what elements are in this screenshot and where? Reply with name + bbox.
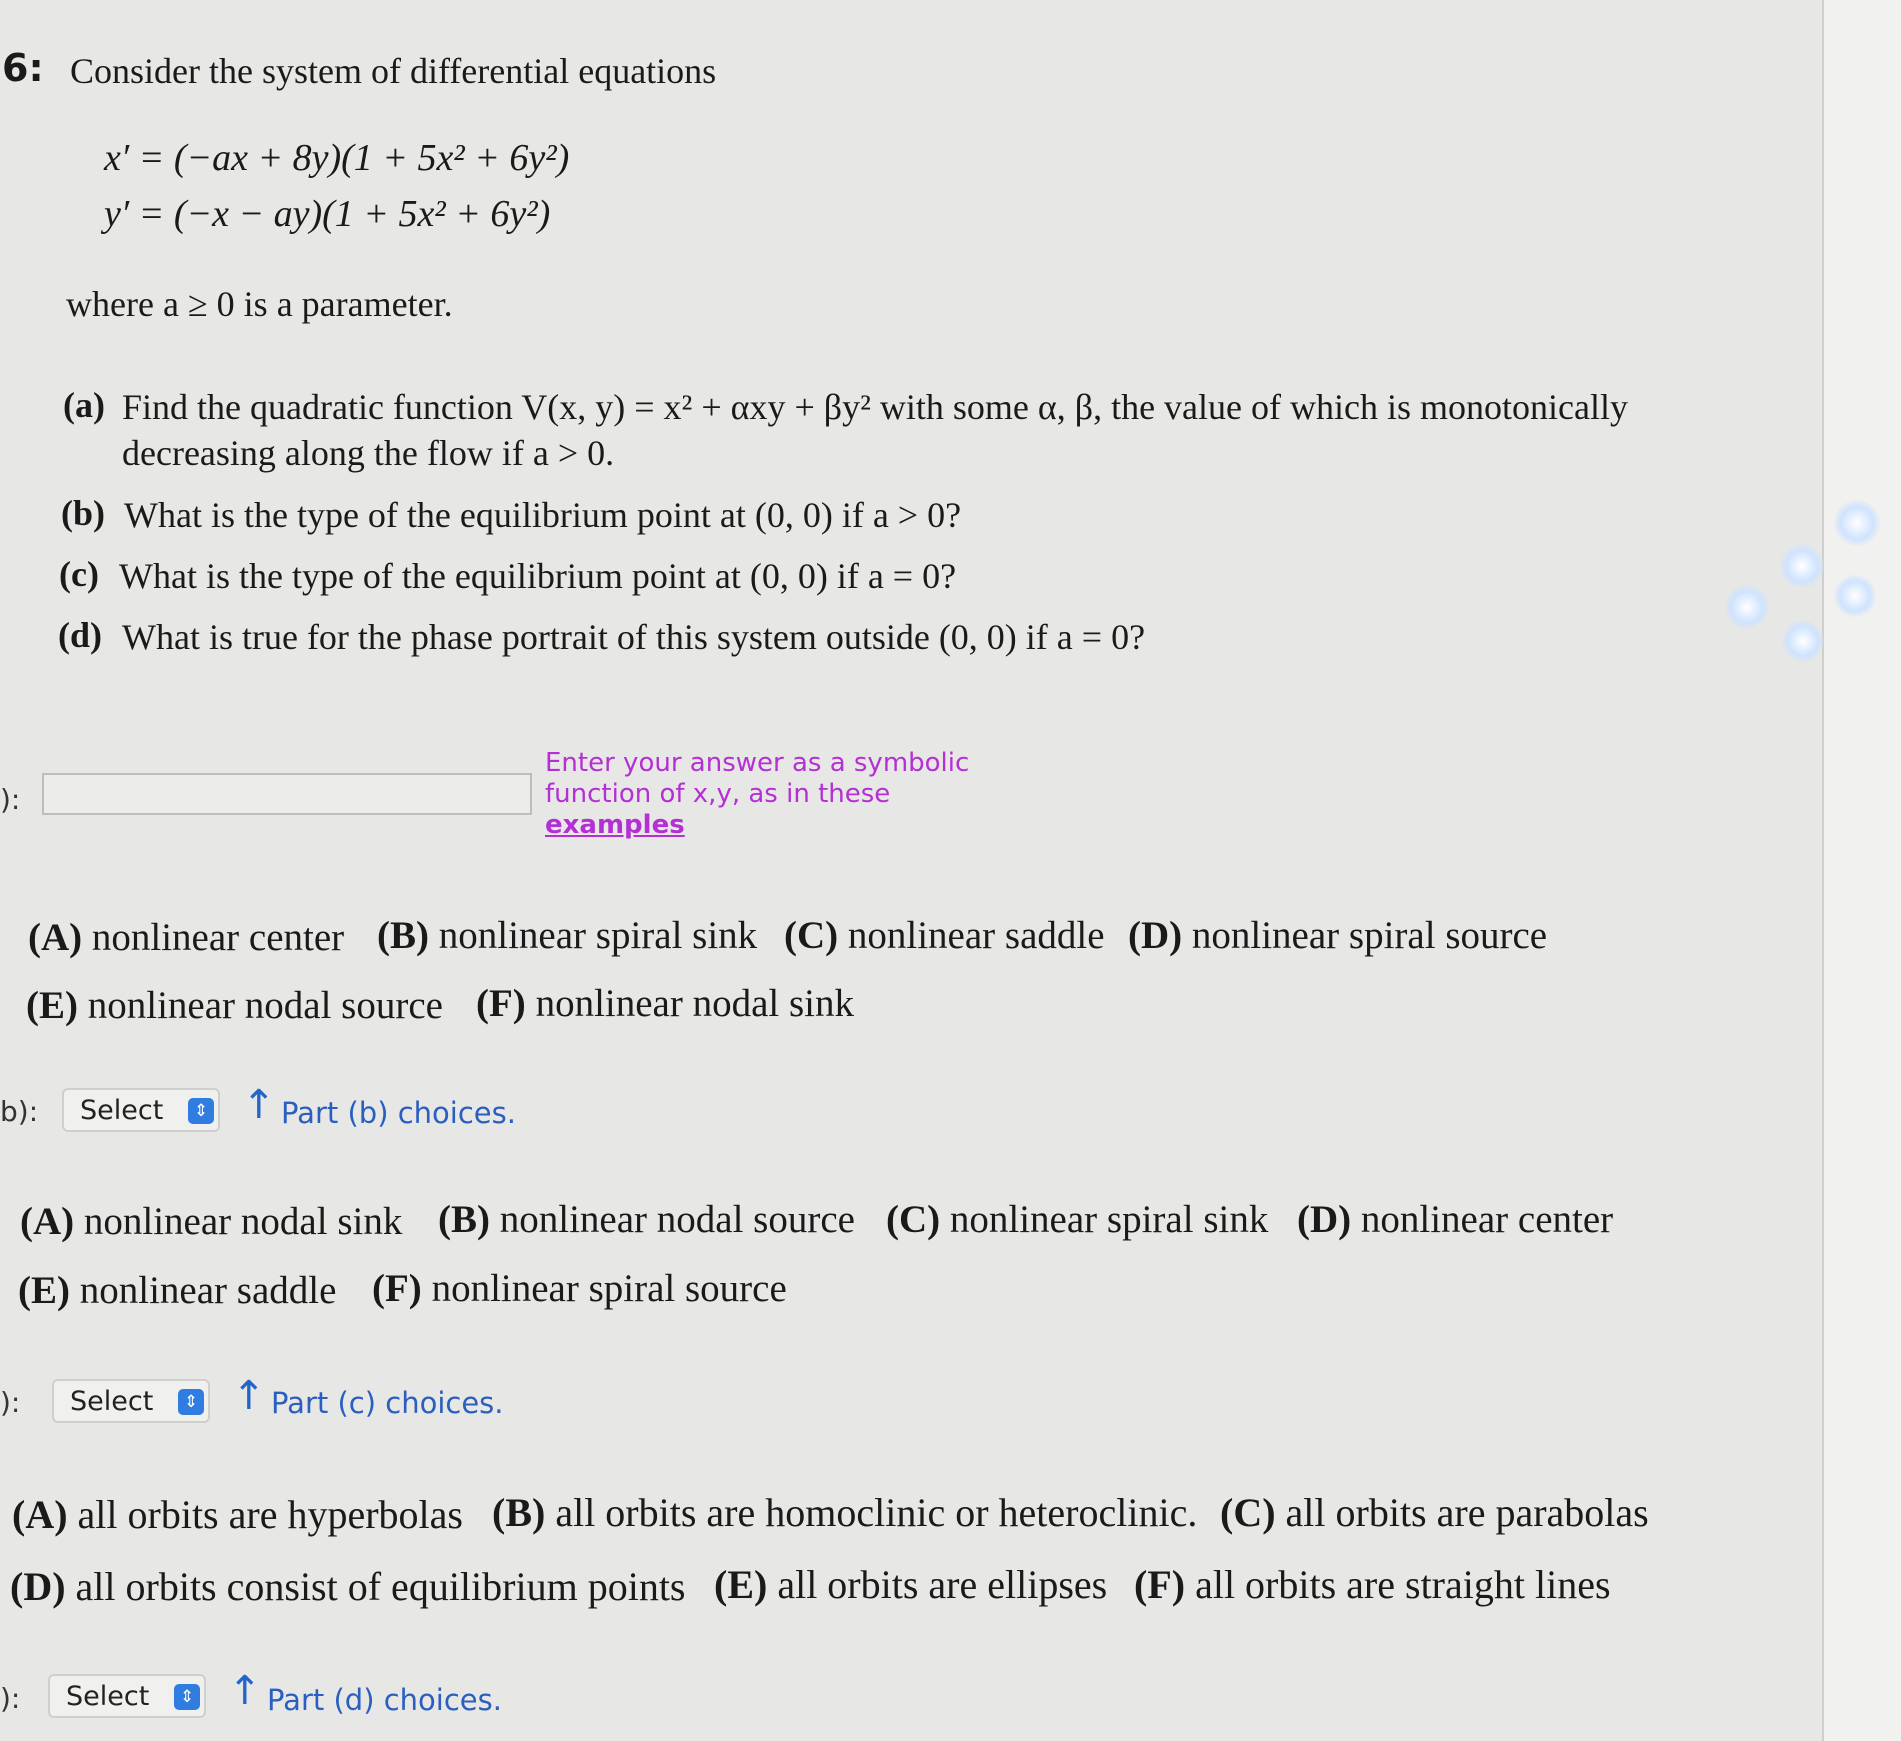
- choice-c-c: [886, 1197, 1268, 1242]
- choice-text: nonlinear spiral sink: [949, 1198, 1269, 1241]
- choice-letter: (A): [28, 916, 83, 959]
- glare-spot: [1780, 544, 1824, 588]
- choice-letter: (D): [10, 1564, 66, 1609]
- choice-text: nonlinear center: [91, 916, 345, 959]
- choice-c-e: [18, 1268, 336, 1313]
- choice-text: nonlinear center: [1360, 1198, 1614, 1241]
- equation-x: x′ = (−ax + 8y)(1 + 5x² + 6y²): [104, 137, 570, 179]
- question-intro: Consider the system of differential equations: [70, 51, 717, 91]
- part-c-choices-label: Part (c) choices.: [271, 1386, 504, 1420]
- choice-letter: (E): [18, 1269, 70, 1312]
- part-a-text: Find the quadratic function V(x, y) = x² + αxy + βy² with some α, β, the value of which is monotonically: [122, 387, 1628, 427]
- glare-spot: [1725, 585, 1769, 629]
- answer-a-hint: [545, 748, 969, 841]
- part-d-select[interactable]: [48, 1674, 206, 1718]
- choice-b-c: [784, 913, 1105, 958]
- choice-text: all orbits are ellipses: [777, 1562, 1108, 1607]
- part-d-question: What is true for the phase portrait of this system outside (0, 0) if a = 0?: [122, 617, 1146, 657]
- answer-c-label: ):: [0, 1386, 21, 1419]
- answer-b-label: b):: [0, 1095, 39, 1128]
- choice-text: all orbits are hyperbolas: [77, 1492, 463, 1537]
- select-arrows-icon: ⇕: [188, 1098, 214, 1124]
- choice-text: nonlinear nodal sink: [535, 982, 854, 1025]
- choice-text: nonlinear saddle: [847, 914, 1105, 957]
- choice-letter: (D): [1297, 1198, 1352, 1241]
- choice-d-c: [1220, 1489, 1649, 1536]
- page-right-margin: [1822, 0, 1901, 1741]
- choice-text: all orbits consist of equilibrium points: [75, 1564, 686, 1609]
- choice-letter: (C): [886, 1198, 941, 1241]
- choice-text: nonlinear saddle: [79, 1269, 337, 1312]
- answer-d-label: ):: [0, 1682, 21, 1715]
- examples-link[interactable]: examples: [545, 810, 685, 840]
- part-b-label: (b): [61, 493, 105, 533]
- choice-letter: (F): [1134, 1562, 1186, 1607]
- choice-text: all orbits are homoclinic or heteroclinic.: [555, 1490, 1198, 1535]
- choice-text: nonlinear spiral source: [1191, 914, 1548, 957]
- glare-spot: [1834, 575, 1876, 617]
- parameter-note: where a ≥ 0 is a parameter.: [66, 284, 453, 324]
- part-a-text-continued: decreasing along the flow if a > 0.: [122, 433, 615, 473]
- choice-letter: (B): [377, 914, 429, 957]
- choice-text: nonlinear spiral source: [431, 1267, 787, 1310]
- choice-text: all orbits are parabolas: [1285, 1490, 1649, 1535]
- select-value: Select: [66, 1680, 150, 1712]
- up-arrow-icon: ↑: [242, 1082, 276, 1128]
- up-arrow-icon: ↑: [228, 1668, 262, 1714]
- hint-line-2: function of x,y, as in these: [545, 779, 891, 809]
- choice-text: nonlinear nodal sink: [83, 1200, 403, 1243]
- choice-b-f: [476, 981, 854, 1026]
- select-arrows-icon: ⇕: [178, 1389, 204, 1415]
- choice-text: nonlinear nodal source: [499, 1198, 855, 1241]
- question-number: 6:: [2, 46, 44, 90]
- choice-b-b: [377, 913, 757, 958]
- choice-b-a: [28, 915, 344, 960]
- choice-letter: (C): [1220, 1490, 1276, 1535]
- part-b-question: What is the type of the equilibrium point at (0, 0) if a > 0?: [124, 495, 962, 535]
- glare-spot: [1834, 500, 1880, 546]
- choice-b-e: [26, 983, 443, 1028]
- choice-c-a: [20, 1199, 402, 1244]
- choice-text: nonlinear spiral sink: [438, 914, 758, 957]
- choice-letter: (B): [438, 1198, 490, 1241]
- choice-letter: (B): [492, 1490, 546, 1535]
- choice-c-d: [1297, 1197, 1613, 1242]
- part-c-question: What is the type of the equilibrium point at (0, 0) if a = 0?: [119, 556, 957, 596]
- choice-letter: (A): [12, 1492, 68, 1537]
- choice-c-f: [372, 1266, 787, 1311]
- up-arrow-icon: ↑: [232, 1373, 266, 1419]
- select-value: Select: [70, 1385, 154, 1417]
- choice-text: nonlinear nodal source: [87, 984, 443, 1027]
- choice-letter: (E): [714, 1562, 768, 1607]
- hint-line-1: Enter your answer as a symbolic: [545, 748, 970, 778]
- choice-d-d: [10, 1563, 686, 1610]
- answer-a-label: ):: [0, 783, 21, 816]
- choice-letter: (D): [1128, 914, 1183, 957]
- part-a-label: (a): [63, 385, 105, 425]
- choice-letter: (F): [372, 1267, 422, 1310]
- choice-letter: (C): [784, 914, 839, 957]
- choice-letter: (E): [26, 984, 78, 1027]
- part-c-select[interactable]: [52, 1379, 210, 1423]
- choice-d-e: [714, 1561, 1107, 1608]
- equation-y: y′ = (−x − ay)(1 + 5x² + 6y²): [104, 193, 551, 235]
- select-arrows-icon: ⇕: [174, 1684, 200, 1710]
- choice-b-d: [1128, 913, 1547, 958]
- part-c-label: (c): [59, 554, 99, 594]
- choice-text: all orbits are straight lines: [1195, 1562, 1611, 1607]
- choice-d-a: [12, 1491, 463, 1538]
- choice-letter: (A): [20, 1200, 75, 1243]
- choice-c-b: [438, 1197, 855, 1242]
- part-b-choices-label: Part (b) choices.: [281, 1096, 516, 1130]
- select-value: Select: [80, 1094, 164, 1126]
- choice-d-f: [1134, 1561, 1611, 1608]
- part-d-label: (d): [58, 615, 102, 655]
- choice-d-b: [492, 1489, 1197, 1536]
- part-d-choices-label: Part (d) choices.: [267, 1683, 502, 1717]
- answer-a-input[interactable]: [42, 773, 532, 815]
- glare-spot: [1782, 620, 1824, 662]
- part-b-select[interactable]: [62, 1088, 220, 1132]
- choice-letter: (F): [476, 982, 526, 1025]
